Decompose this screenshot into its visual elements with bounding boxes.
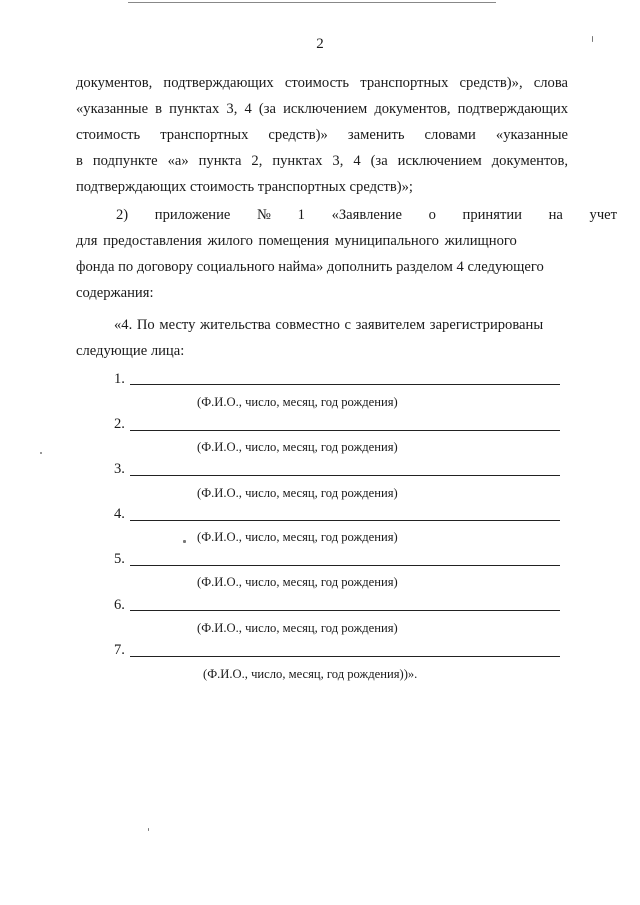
scan-speck [148, 828, 149, 831]
entry-caption: (Ф.И.О., число, месяц, год рождения) [197, 530, 398, 544]
entry-blank-line [130, 430, 560, 431]
entry-caption: (Ф.И.О., число, месяц, год рождения) [197, 486, 398, 500]
entry-number: 4. [114, 506, 125, 522]
entry-caption: (Ф.И.О., число, месяц, год рождения) [197, 575, 398, 589]
entry-caption: (Ф.И.О., число, месяц, год рождения) [197, 621, 398, 635]
entry-number: 2. [114, 416, 125, 432]
entry-number: 7. [114, 642, 125, 658]
paragraph-line: «4. По месту жительства совместно с заявителем зарегистрированы [114, 317, 544, 333]
paragraph-amendment-text [76, 70, 568, 200]
entry-blank-line [130, 384, 560, 385]
top-border-rule [128, 2, 496, 3]
scan-speck [592, 36, 593, 42]
entry-caption: (Ф.И.О., число, месяц, год рождения))». [203, 667, 418, 681]
paragraph-line: документов, подтверждающих стоимость транспортных средств)», слова [76, 75, 568, 91]
entry-blank-line [130, 656, 560, 657]
paragraph-line: подтверждающих стоимость транспортных средств)»; [76, 179, 413, 195]
paragraph-line: в подпункте «а» пункта 2, пунктах 3, 4 (за исключением документов, [76, 153, 568, 169]
entry-number: 1. [114, 371, 125, 387]
entry-caption: (Ф.И.О., число, месяц, год рождения) [197, 395, 398, 409]
entry-caption: (Ф.И.О., число, месяц, год рождения) [197, 440, 398, 454]
paragraph-line: 2) приложение № 1 «Заявление о принятии на учет [116, 207, 618, 223]
entry-blank-line [130, 475, 560, 476]
paragraph-line: следующие лица: [76, 343, 185, 359]
paragraph-line: для предоставления жилого помещения муниципального жилищного [76, 233, 517, 249]
paragraph-line: стоимость транспортных средств)» заменить словами «указанные [76, 127, 568, 143]
paragraph-line: «указанные в пунктах 3, 4 (за исключением документов, подтверждающих [76, 101, 568, 117]
entry-number: 5. [114, 551, 125, 567]
page-number: 2 [316, 36, 324, 52]
entry-blank-line [130, 520, 560, 521]
entry-blank-line [130, 565, 560, 566]
paragraph-line: фонда по договору социального найма» дополнить разделом 4 следующего [76, 259, 544, 275]
paragraph-section-4-intro [76, 312, 568, 364]
entry-number: 3. [114, 461, 125, 477]
entry-number: 6. [114, 597, 125, 613]
entry-blank-line [130, 610, 560, 611]
scan-speck [183, 540, 186, 543]
scan-speck [40, 452, 42, 454]
paragraph-appendix-addition [76, 202, 618, 306]
paragraph-line: содержания: [76, 285, 154, 301]
